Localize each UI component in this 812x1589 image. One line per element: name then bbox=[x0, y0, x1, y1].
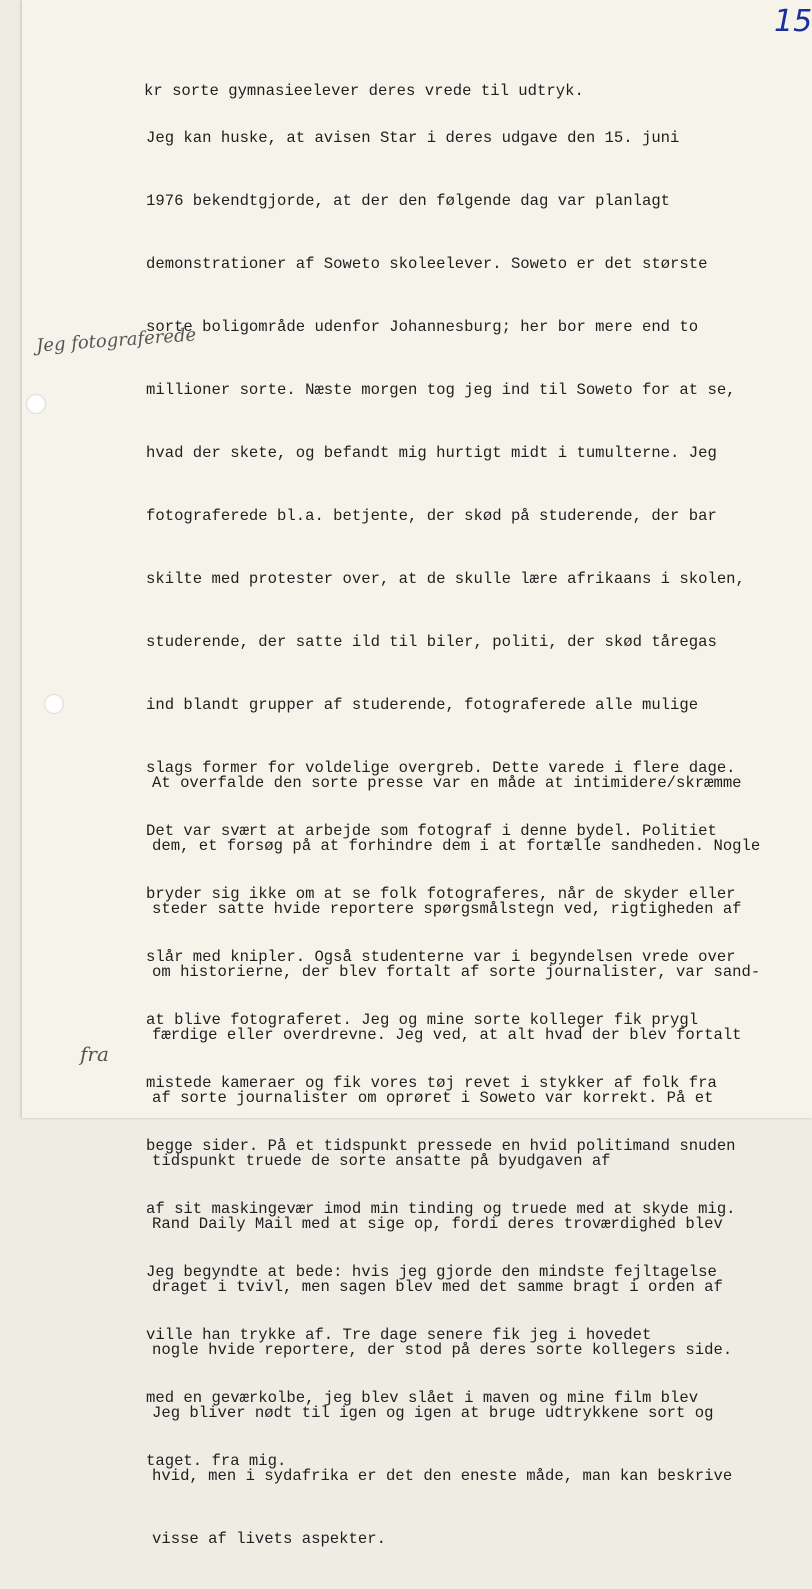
text-line: visse af livets aspekter. bbox=[152, 1530, 386, 1548]
text-line: af sorte journalister om oprøret i Soweto var korrekt. På et bbox=[152, 1089, 714, 1107]
text-line: dem, et forsøg på at forhindre dem i at fortælle sandheden. Nogle bbox=[152, 837, 761, 855]
text-line: at blive fotograferet. Jeg og mine sorte kolleger fik prygl bbox=[146, 1011, 699, 1029]
text-line: draget i tvivl, men sagen blev med det samme bragt i orden af bbox=[152, 1278, 723, 1296]
text-line: hvad der skete, og befandt mig hurtigt midt i tumulterne. Jeg bbox=[146, 444, 717, 462]
text-line: Jeg bliver nødt til igen og igen at bruge udtrykkene sort og bbox=[152, 1404, 714, 1422]
text-line: Jeg begyndte at bede: hvis jeg gjorde den mindste fejltagelse bbox=[146, 1263, 717, 1281]
page-number: 15 bbox=[774, 4, 812, 39]
text-line: slår med knipler. Også studenterne var i begyndelsen vrede over bbox=[146, 948, 736, 966]
punch-hole-bottom bbox=[44, 694, 64, 714]
paragraph-black-press bbox=[152, 734, 760, 1589]
text-line: hvid, men i sydafrika er det den eneste måde, man kan beskrive bbox=[152, 1467, 733, 1485]
text-line: kr sorte gymnasieelever deres vrede til udtryk. bbox=[144, 82, 584, 100]
text-line: nogle hvide reportere, der stod på deres sorte kollegers side. bbox=[152, 1341, 733, 1359]
text-line: Det var svært at arbejde som fotograf i denne bydel. Politiet bbox=[146, 822, 717, 840]
text-line: ind blandt grupper af studerende, fotograferede alle mulige bbox=[146, 696, 699, 714]
text-line: skilte med protester over, at de skulle lære afrikaans i skolen, bbox=[146, 570, 745, 588]
margin-note-fra: fra bbox=[80, 1042, 109, 1066]
text-line: om historierne, der blev fortalt af sorte journalister, var sand- bbox=[152, 963, 761, 981]
text-line: slags former for voldelige overgreb. Dette varede i flere dage. bbox=[146, 759, 736, 777]
text-line: færdige eller overdrevne. Jeg ved, at alt hvad der blev fortalt bbox=[152, 1026, 742, 1044]
text-line: bryder sig ikke om at se folk fotograferes, når de skyder eller bbox=[146, 885, 736, 903]
text-line: begge sider. På et tidspunkt pressede en hvid politimand snuden bbox=[146, 1137, 736, 1155]
text-line: studerende, der satte ild til biler, politi, der skød tåregas bbox=[146, 633, 717, 651]
text-line: millioner sorte. Næste morgen tog jeg ind til Soweto for at se, bbox=[146, 381, 736, 399]
text-line: sorte boligområde udenfor Johannesburg; her bor mere end to bbox=[146, 318, 699, 336]
text-line: demonstrationer af Soweto skoleelever. Soweto er det største bbox=[146, 255, 708, 273]
typewritten-page bbox=[22, 0, 812, 1548]
punch-hole-top bbox=[26, 394, 46, 414]
text-line: af sit maskingevær imod min tinding og truede med at skyde mig. bbox=[146, 1200, 736, 1218]
text-line: mistede kameraer og fik vores tøj revet i stykker af folk fra bbox=[146, 1074, 717, 1092]
text-line: taget. fra mig. bbox=[146, 1452, 287, 1470]
margin-note-jeg-fotograferede: Jeg fotograferede bbox=[35, 324, 197, 357]
text-line: Jeg kan huske, at avisen Star i deres udgave den 15. juni bbox=[146, 129, 680, 147]
text-line: ville han trykke af. Tre dage senere fik jeg i hovedet bbox=[146, 1326, 652, 1344]
text-line: tidspunkt truede de sorte ansatte på byudgaven af bbox=[152, 1152, 611, 1170]
text-line: med en geværkolbe, jeg blev slået i maven og mine film blev bbox=[146, 1389, 699, 1407]
text-line: Rand Daily Mail med at sige op, fordi deres troværdighed blev bbox=[152, 1215, 723, 1233]
text-line: At overfalde den sorte presse var en måde at intimidere/skræmme bbox=[152, 774, 742, 792]
text-line: fotograferede bl.a. betjente, der skød på studerende, der bar bbox=[146, 507, 717, 525]
text-line: steder satte hvide reportere spørgsmålstegn ved, rigtigheden af bbox=[152, 900, 742, 918]
text-line: 1976 bekendtgjorde, at der den følgende dag var planlagt bbox=[146, 192, 671, 210]
